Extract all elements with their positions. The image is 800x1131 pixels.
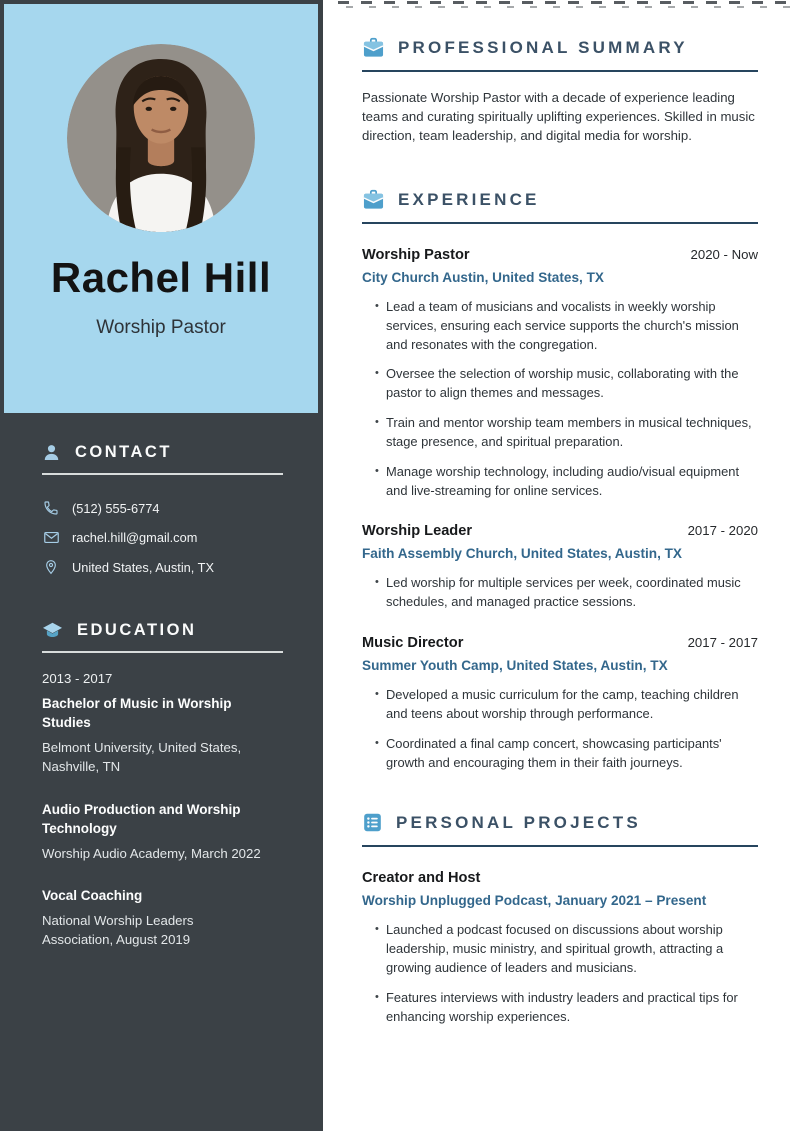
- job-bullet: • Coordinated a final camp concert, showcasing participants' growth and encouraging them in their faith journeys.: [375, 735, 758, 773]
- education-entries: [42, 671, 283, 949]
- education-heading-label: EDUCATION: [77, 621, 197, 639]
- job-bullet: • Train and mentor worship team members in musical techniques, stage presence, and spiritual preparation.: [375, 414, 758, 452]
- summary-heading: [362, 37, 758, 72]
- job-bullet: • Oversee the selection of worship music, collaborating with the pastor to align themes and messages.: [375, 365, 758, 403]
- education-degree: Vocal Coaching: [42, 888, 143, 904]
- job-bullets: [362, 298, 758, 500]
- contact-item-email: [42, 529, 283, 546]
- job-bullets: [362, 574, 758, 612]
- project-bullet: • Features interviews with industry leaders and practical tips for enhancing worship experiences.: [375, 989, 758, 1027]
- job-title: Music Director: [362, 635, 464, 652]
- job-bullets: [362, 686, 758, 772]
- education-entry: [42, 886, 283, 949]
- top-perforation-decoration: [338, 1, 797, 8]
- person-name: Rachel Hill: [50, 254, 272, 301]
- envelope-icon: [42, 529, 60, 546]
- contact-heading-label: CONTACT: [75, 443, 172, 461]
- graduation-cap-icon: [42, 621, 63, 640]
- job-company: Faith Assembly Church, United States, Austin, TX: [362, 546, 683, 562]
- contact-list: [42, 500, 283, 575]
- summary-heading-label: PROFESSIONAL SUMMARY: [398, 37, 688, 57]
- job-head: [362, 247, 758, 263]
- education-school: Belmont University, United States, Nashville, TN: [42, 740, 242, 775]
- sidebar-body: [0, 413, 323, 949]
- contact-email-text: rachel.hill@gmail.com: [72, 530, 198, 545]
- projects-heading-label: PERSONAL PROJECTS: [396, 812, 641, 832]
- job-dates: 2017 - 2020: [687, 523, 758, 539]
- sidebar: [0, 0, 323, 1131]
- education-entry: [42, 800, 283, 863]
- job-bullet: • Developed a music curriculum for the camp, teaching children and teens about worship through performance.: [375, 686, 758, 724]
- profile-photo: [67, 44, 255, 232]
- job-entry: [362, 635, 758, 772]
- job-entry: [362, 247, 758, 500]
- briefcase-icon: [362, 37, 385, 58]
- project-entry: [362, 870, 758, 1026]
- location-pin-icon: [42, 559, 60, 575]
- phone-icon: [42, 500, 60, 516]
- job-title: Worship Pastor: [362, 247, 470, 263]
- education-period: 2013 - 2017: [42, 671, 113, 686]
- experience-heading-label: EXPERIENCE: [398, 189, 540, 209]
- portrait-image: [67, 44, 255, 232]
- job-dates: 2017 - 2017: [687, 635, 758, 651]
- person-icon: [42, 443, 61, 462]
- education-degree: Audio Production and Worship Technology: [42, 801, 241, 836]
- experience-section: [362, 189, 758, 772]
- education-degree: Bachelor of Music in Worship Studies: [42, 696, 232, 731]
- education-school: National Worship Leaders Association, August 2019: [42, 913, 194, 948]
- main-content: [323, 0, 800, 1131]
- job-head: [362, 523, 758, 539]
- job-bullet: • Lead a team of musicians and vocalists in weekly worship services, ensuring each service supports the church's mission and resonates with the congregation.: [375, 298, 758, 354]
- experience-heading: [362, 189, 758, 224]
- project-title: Creator and Host: [362, 870, 481, 887]
- contact-section: [42, 443, 283, 575]
- job-title: Worship Leader: [362, 523, 473, 540]
- job-company: City Church Austin, United States, TX: [362, 270, 604, 285]
- education-section: [42, 621, 283, 949]
- job-head: [362, 635, 758, 651]
- contact-phone-text: (512) 555-6774: [72, 500, 160, 516]
- job-company: Summer Youth Camp, United States, Austin, TX: [362, 658, 668, 674]
- project-subtitle: Worship Unplugged Podcast, January 2021 – Present: [362, 893, 707, 909]
- briefcase-icon: [362, 189, 385, 210]
- job-bullet: • Led worship for multiple services per week, coordinated music schedules, and managed practice sessions.: [375, 574, 758, 612]
- list-icon: [362, 812, 383, 833]
- projects-section: [362, 812, 758, 1026]
- education-school: Worship Audio Academy, March 2022: [42, 845, 261, 861]
- projects-heading: [362, 812, 758, 847]
- job-dates: 2020 - Now: [690, 247, 758, 262]
- project-bullets: [362, 921, 758, 1026]
- job-entry: [362, 523, 758, 612]
- contact-item-phone: [42, 500, 283, 516]
- contact-item-location: [42, 559, 283, 575]
- profile-header: [4, 4, 318, 413]
- person-job-title: Worship Pastor: [96, 316, 226, 338]
- summary-text: Passionate Worship Pastor with a decade of experience leading teams and curating spiritually uplifting experiences. Skilled in music direction, team leadership, and digital media for worship.: [362, 90, 755, 143]
- job-bullet: • Manage worship technology, including audio/visual equipment and live-streaming for online services.: [375, 463, 758, 501]
- contact-heading: [42, 443, 283, 475]
- education-heading: [42, 621, 283, 653]
- project-bullet: • Launched a podcast focused on discussions about worship leadership, music ministry, and spiritual growth, attracting a growing audience of leaders and musicians.: [375, 921, 758, 977]
- project-head: [362, 870, 758, 886]
- contact-location-text: United States, Austin, TX: [72, 559, 215, 575]
- education-entry: [42, 671, 283, 777]
- summary-section: [362, 37, 758, 145]
